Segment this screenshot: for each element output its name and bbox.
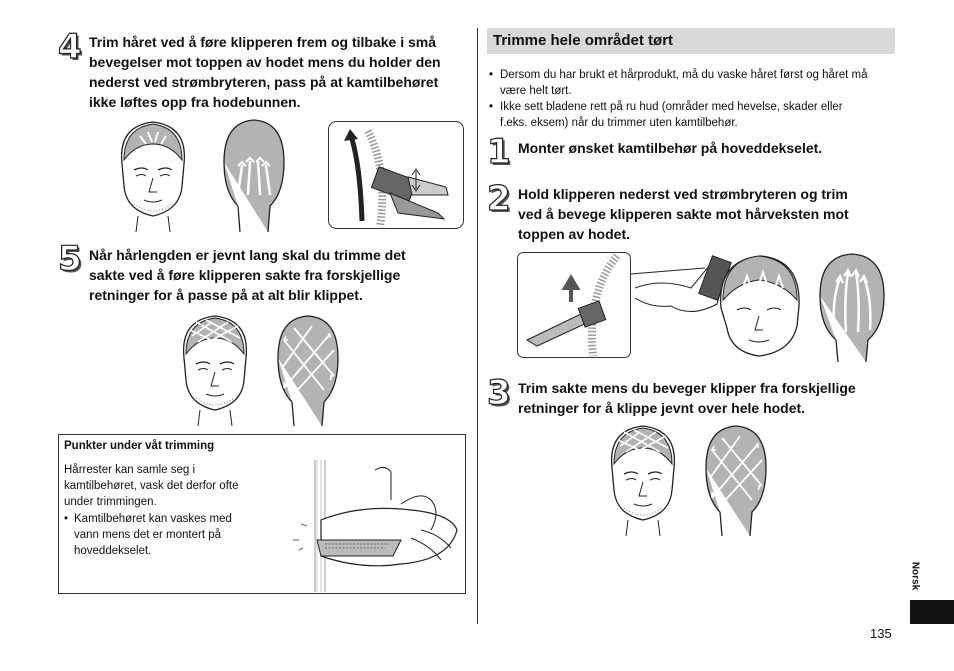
- face-front-illustration: [110, 114, 196, 232]
- step-3-text: [518, 378, 898, 418]
- text-line: retninger for å passe på at alt blir klippet.: [89, 287, 363, 303]
- text-line: vann mens det er montert på: [74, 529, 222, 541]
- bullet-dot: •: [489, 101, 494, 113]
- text-line: Ikke sett bladene rett på ru hud (områder med hevelse, skader eller: [500, 101, 843, 113]
- bullet-dot: •: [489, 69, 494, 81]
- text-line: Trim håret ved å føre klipperen frem og tilbake i små: [89, 34, 437, 50]
- text-line: retninger for å klippe jevnt over hele hodet.: [518, 400, 806, 416]
- text-line: hoveddekselet.: [74, 545, 152, 557]
- head-back-illustration: [218, 114, 290, 232]
- head-back-crosshatch-illustration: [272, 310, 344, 426]
- language-tab-marker: [910, 600, 954, 624]
- text-line: ved å bevege klipperen sakte mot hårveksten mot: [518, 206, 849, 222]
- text-line: toppen av hodet.: [518, 226, 630, 242]
- head-back-up-illustration: [814, 248, 890, 362]
- note-bullet: [64, 511, 274, 559]
- text-line: Monter ønsket kamtilbehør på hoveddekselet.: [518, 140, 823, 156]
- step-3-number: 3: [487, 373, 511, 413]
- trimming-face-illustration: [631, 248, 805, 362]
- text-line: nederst ved strømbryteren, pass på at kamtilbehøret: [89, 74, 439, 90]
- step-5-number: 5: [58, 239, 82, 279]
- column-divider: [477, 28, 478, 624]
- comb-detail-up-illustration: [517, 252, 631, 358]
- step-5-text: [89, 245, 469, 305]
- step-2-number: 2: [487, 179, 511, 219]
- wet-trimming-note-box: [58, 434, 466, 594]
- note-title: Punkter under våt trimming: [64, 440, 215, 452]
- note-paragraph: [64, 462, 264, 510]
- step-2-text: [518, 184, 898, 244]
- bullet-dot: •: [64, 513, 69, 525]
- face-front-crosshatch-illustration: [172, 308, 258, 426]
- text-line: Når hårlengden er jevnt lang skal du trimme det: [89, 247, 406, 263]
- page-number: 135: [870, 626, 892, 641]
- step-4-text: [89, 32, 469, 112]
- step-4-number: 4: [58, 27, 82, 67]
- text-line: under trimmingen.: [64, 496, 157, 508]
- text-line: sakte ved å føre klipperen sakte fra forskjellige: [89, 267, 401, 283]
- text-line: kamtilbehøret, vask det derfor ofte: [64, 480, 239, 492]
- text-line: f.eks. eksem) når du trimmer uten kamtilbehør.: [500, 117, 738, 129]
- step-1-number: 1: [487, 132, 511, 172]
- text-line: Trim sakte mens du beveger klipper fra forskjellige: [518, 380, 856, 396]
- text-line: være helt tørt.: [500, 85, 572, 97]
- step-1-text: [518, 138, 898, 158]
- text-line: Hold klipperen nederst ved strømbryteren og trim: [518, 186, 848, 202]
- text-line: bevegelser mot toppen av hodet mens du holder den: [89, 54, 441, 70]
- comb-detail-illustration: [328, 121, 464, 229]
- head-back-crosshatch-illustration: [700, 420, 772, 536]
- text-line: ikke løftes opp fra hodebunnen.: [89, 94, 301, 110]
- section-header: [487, 28, 895, 54]
- text-line: Kamtilbehøret kan vaskes med: [74, 513, 232, 525]
- washing-attachment-illustration: [281, 460, 461, 592]
- text-line: Hårrester kan samle seg i: [64, 464, 196, 476]
- text-line: Dersom du har brukt et hårprodukt, må du vaske håret først og håret må: [500, 69, 868, 81]
- face-front-crosshatch-illustration: [600, 418, 686, 536]
- language-label-text: Norsk: [909, 561, 921, 591]
- language-side-label: [905, 556, 925, 596]
- section-title: Trimme hele området tørt: [493, 32, 674, 49]
